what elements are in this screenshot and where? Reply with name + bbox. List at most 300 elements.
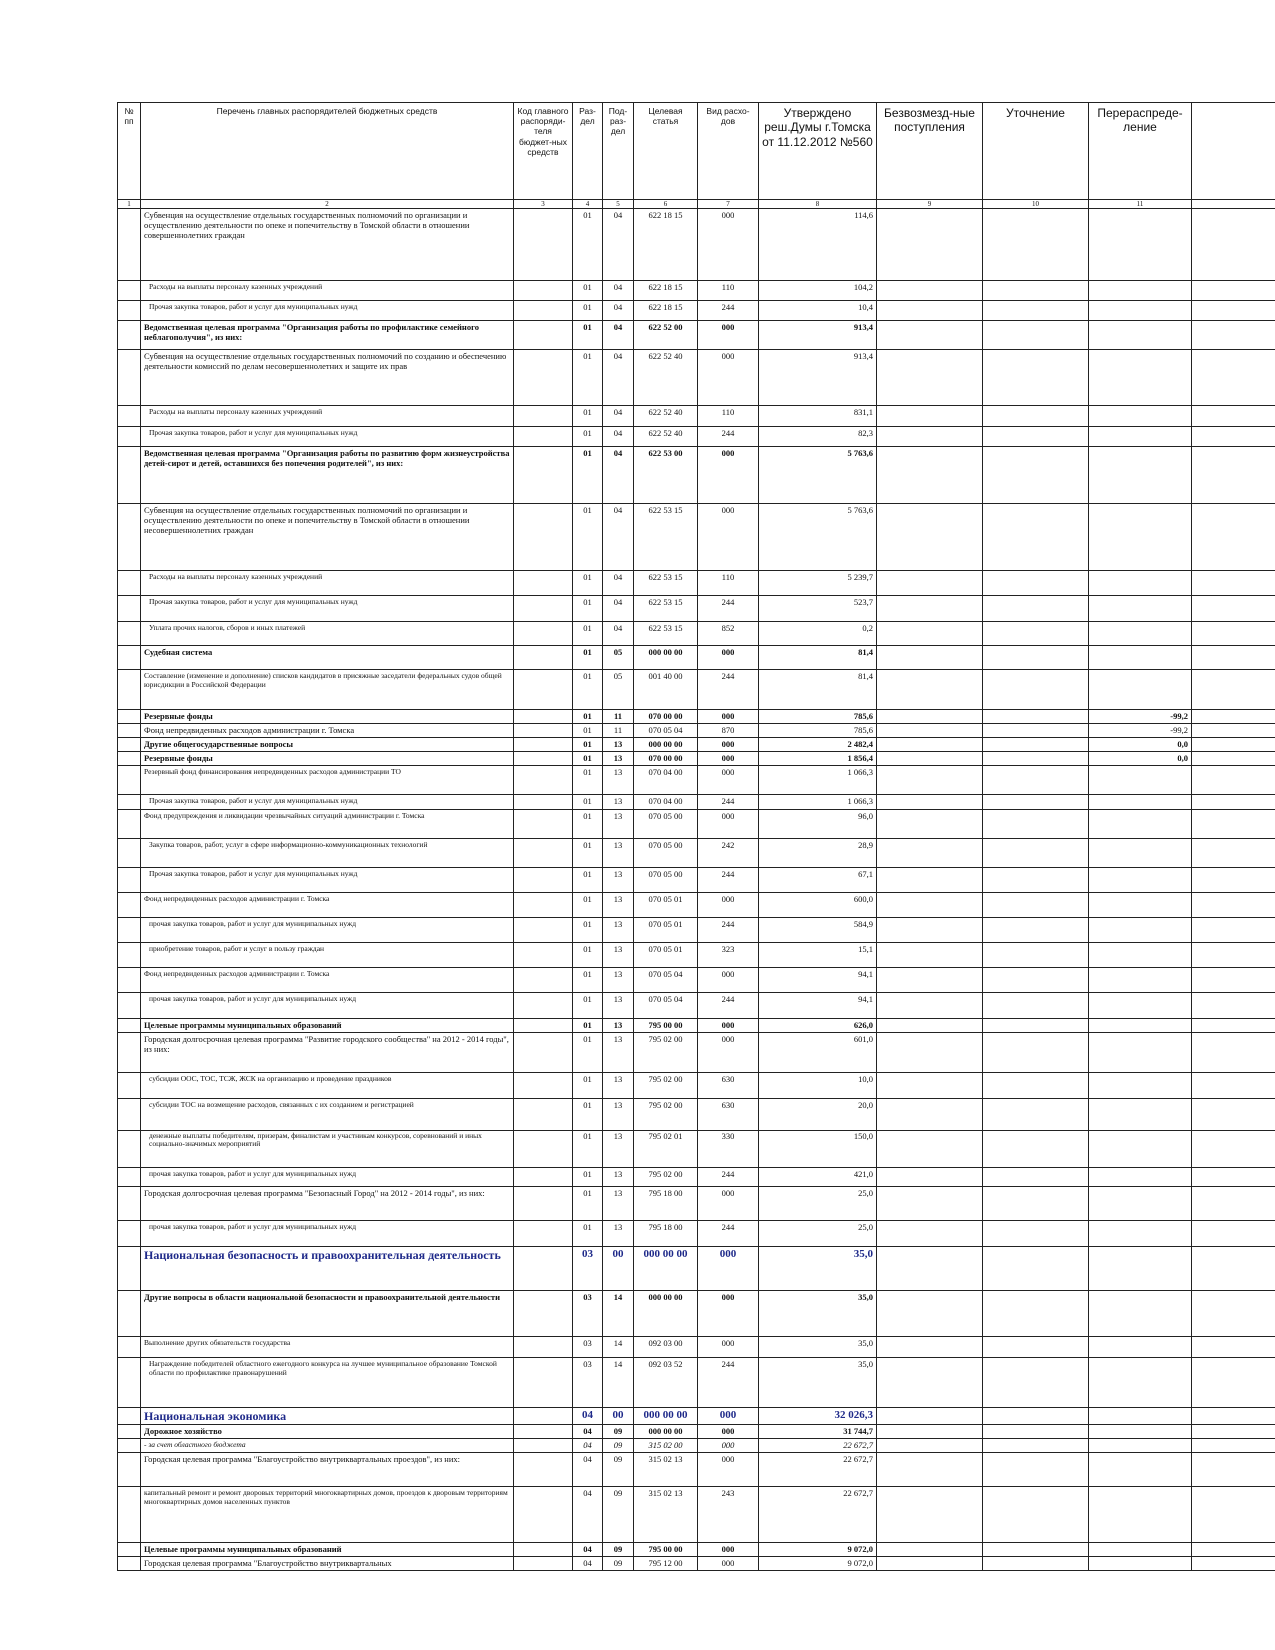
row-target-cell: 001 40 00 [634, 670, 698, 710]
row-number-cell [118, 766, 141, 795]
col-header-grants: Безвозмезд-ные поступления [877, 103, 983, 200]
row-razdel-cell: 01 [573, 943, 603, 968]
row-clarification-cell [983, 281, 1089, 301]
row-expense-type-cell: 330 [698, 1131, 759, 1168]
row-code-cell [514, 1337, 573, 1358]
row-redistribution-cell [1089, 1337, 1192, 1358]
row-name-cell: субсидии ООС, ТОС, ТСЖ, ЖСК на организацию и проведение праздников [141, 1073, 514, 1099]
row-razdel-cell: 01 [573, 766, 603, 795]
table-row [118, 868, 1275, 893]
row-redistribution-cell [1089, 646, 1192, 670]
row-number-cell [118, 596, 141, 622]
col-header-expense-type: Вид расхо-дов [698, 103, 759, 200]
row-redistribution-cell [1089, 766, 1192, 795]
row-podrazdel-cell: 13 [603, 1073, 634, 1099]
row-clarification-cell [983, 571, 1089, 596]
row-number-cell [118, 1452, 141, 1486]
table-row [118, 738, 1275, 752]
col-header-podrazdel: Под-раз-дел [603, 103, 634, 200]
row-expense-type-cell: 244 [698, 868, 759, 893]
row-approved-cell: 32 026,3 [759, 1408, 877, 1425]
header-row [118, 103, 1275, 200]
row-target-cell: 070 05 04 [634, 968, 698, 993]
row-code-cell [514, 893, 573, 918]
row-name-cell: Резервные фонды [141, 752, 514, 766]
col-header-clarification: Уточнение [983, 103, 1089, 200]
row-name-cell: Национальная безопасность и правоохранительная деятельность [141, 1247, 514, 1291]
row-podrazdel-cell: 05 [603, 646, 634, 670]
row-expense-type-cell: 244 [698, 670, 759, 710]
row-name-cell: Целевые программы муниципальных образований [141, 1542, 514, 1556]
row-grants-cell [877, 839, 983, 868]
row-podrazdel-cell: 04 [603, 571, 634, 596]
row-redistribution-cell: 0,0 [1089, 752, 1192, 766]
row-clarification-cell [983, 670, 1089, 710]
row-extra-cell [1192, 1556, 1275, 1570]
table-row [118, 321, 1275, 350]
row-expense-type-cell: 244 [698, 427, 759, 447]
row-clarification-cell [983, 968, 1089, 993]
row-podrazdel-cell: 13 [603, 868, 634, 893]
row-name-cell: Прочая закупка товаров, работ и услуг для муниципальных нужд [141, 427, 514, 447]
row-clarification-cell [983, 1486, 1089, 1542]
row-approved-cell: 9 072,0 [759, 1542, 877, 1556]
row-code-cell [514, 1358, 573, 1408]
row-expense-type-cell: 000 [698, 766, 759, 795]
row-extra-cell [1192, 1408, 1275, 1425]
table-row [118, 1542, 1275, 1556]
row-expense-type-cell: 000 [698, 350, 759, 406]
row-code-cell [514, 1247, 573, 1291]
row-podrazdel-cell: 11 [603, 710, 634, 724]
row-clarification-cell [983, 993, 1089, 1019]
row-code-cell [514, 1486, 573, 1542]
row-code-cell [514, 571, 573, 596]
row-redistribution-cell: -99,2 [1089, 710, 1192, 724]
row-razdel-cell: 03 [573, 1247, 603, 1291]
row-redistribution-cell [1089, 1099, 1192, 1131]
row-grants-cell [877, 1168, 983, 1187]
table-row [118, 1337, 1275, 1358]
row-redistribution-cell [1089, 301, 1192, 321]
row-extra-cell [1192, 1168, 1275, 1187]
row-extra-cell [1192, 710, 1275, 724]
row-approved-cell: 15,1 [759, 943, 877, 968]
row-approved-cell: 626,0 [759, 1019, 877, 1033]
row-code-cell [514, 1425, 573, 1439]
row-clarification-cell [983, 350, 1089, 406]
table-row [118, 1439, 1275, 1452]
row-target-cell: 070 05 01 [634, 918, 698, 943]
row-extra-cell [1192, 1073, 1275, 1099]
row-grants-cell [877, 406, 983, 427]
row-clarification-cell [983, 893, 1089, 918]
row-number-cell [118, 724, 141, 738]
row-razdel-cell: 01 [573, 571, 603, 596]
row-number-cell [118, 504, 141, 571]
row-extra-cell [1192, 918, 1275, 943]
row-name-cell: Расходы на выплаты персоналу казенных учреждений [141, 281, 514, 301]
row-redistribution-cell [1089, 1542, 1192, 1556]
row-podrazdel-cell: 13 [603, 1019, 634, 1033]
row-approved-cell: 22 672,7 [759, 1486, 877, 1542]
row-razdel-cell: 01 [573, 752, 603, 766]
row-expense-type-cell: 000 [698, 209, 759, 281]
row-razdel-cell: 01 [573, 209, 603, 281]
row-expense-type-cell: 000 [698, 646, 759, 670]
row-number-cell [118, 1247, 141, 1291]
row-approved-cell: 913,4 [759, 350, 877, 406]
row-redistribution-cell [1089, 504, 1192, 571]
col-header-code: Код главного распоряди-теля бюджет-ных средств [514, 103, 573, 200]
row-grants-cell [877, 571, 983, 596]
row-target-cell: 795 02 01 [634, 1131, 698, 1168]
row-clarification-cell [983, 1291, 1089, 1337]
row-number-cell [118, 406, 141, 427]
table-row [118, 301, 1275, 321]
row-code-cell [514, 993, 573, 1019]
row-code-cell [514, 301, 573, 321]
row-grants-cell [877, 918, 983, 943]
row-clarification-cell [983, 766, 1089, 795]
col-number: 8 [759, 200, 877, 209]
row-target-cell: 315 02 13 [634, 1486, 698, 1542]
row-podrazdel-cell: 13 [603, 1168, 634, 1187]
row-approved-cell: 25,0 [759, 1187, 877, 1221]
row-clarification-cell [983, 1452, 1089, 1486]
row-name-cell: Фонд непредвиденных расходов администрации г. Томска [141, 724, 514, 738]
row-number-cell [118, 427, 141, 447]
table-row [118, 1358, 1275, 1408]
col-number: 3 [514, 200, 573, 209]
row-clarification-cell [983, 918, 1089, 943]
row-approved-cell: 94,1 [759, 968, 877, 993]
row-name-cell: Уплата прочих налогов, сборов и иных платежей [141, 622, 514, 646]
row-name-cell: прочая закупка товаров, работ и услуг для муниципальных нужд [141, 918, 514, 943]
row-target-cell: 092 03 52 [634, 1358, 698, 1408]
row-grants-cell [877, 810, 983, 839]
row-extra-cell [1192, 1486, 1275, 1542]
row-name-cell: Городская целевая программа "Благоустройство внутриквартальных [141, 1556, 514, 1570]
row-name-cell: Фонд непредвиденных расходов администрации г. Томска [141, 893, 514, 918]
budget-sheet [117, 102, 1275, 1650]
row-podrazdel-cell: 00 [603, 1247, 634, 1291]
row-redistribution-cell [1089, 893, 1192, 918]
row-grants-cell [877, 301, 983, 321]
row-code-cell [514, 1073, 573, 1099]
table-row [118, 447, 1275, 504]
row-redistribution-cell [1089, 868, 1192, 893]
row-code-cell [514, 839, 573, 868]
row-grants-cell [877, 209, 983, 281]
row-number-cell [118, 868, 141, 893]
row-grants-cell [877, 1247, 983, 1291]
col-header-approved: Утверждено реш.Думы г.Томска от 11.12.2012 №560 [759, 103, 877, 200]
row-target-cell: 795 18 00 [634, 1221, 698, 1247]
table-row [118, 943, 1275, 968]
col-header-redistribution: Перераспреде-ление [1089, 103, 1192, 200]
row-clarification-cell [983, 738, 1089, 752]
row-target-cell: 000 00 00 [634, 1408, 698, 1425]
row-extra-cell [1192, 868, 1275, 893]
row-razdel-cell: 01 [573, 596, 603, 622]
row-code-cell [514, 1221, 573, 1247]
row-razdel-cell: 01 [573, 1187, 603, 1221]
row-expense-type-cell: 244 [698, 993, 759, 1019]
row-number-cell [118, 1221, 141, 1247]
row-expense-type-cell: 000 [698, 1439, 759, 1452]
row-number-cell [118, 209, 141, 281]
row-approved-cell: 150,0 [759, 1131, 877, 1168]
row-target-cell: 622 18 15 [634, 281, 698, 301]
row-extra-cell [1192, 209, 1275, 281]
row-extra-cell [1192, 622, 1275, 646]
row-grants-cell [877, 670, 983, 710]
row-number-cell [118, 1556, 141, 1570]
row-number-cell [118, 1033, 141, 1073]
row-razdel-cell: 01 [573, 504, 603, 571]
row-name-cell: Городская долгосрочная целевая программа "Развитие городского сообщества" на 2012 - 2014 годы", из них: [141, 1033, 514, 1073]
row-razdel-cell: 01 [573, 646, 603, 670]
row-approved-cell: 785,6 [759, 710, 877, 724]
row-code-cell [514, 943, 573, 968]
row-extra-cell [1192, 1019, 1275, 1033]
row-extra-cell [1192, 795, 1275, 810]
row-podrazdel-cell: 13 [603, 839, 634, 868]
row-name-cell: Другие вопросы в области национальной безопасности и правоохранительной деятельности [141, 1291, 514, 1337]
row-grants-cell [877, 1425, 983, 1439]
row-grants-cell [877, 1131, 983, 1168]
row-extra-cell [1192, 968, 1275, 993]
row-podrazdel-cell: 04 [603, 427, 634, 447]
row-razdel-cell: 04 [573, 1408, 603, 1425]
table-row [118, 504, 1275, 571]
row-expense-type-cell: 870 [698, 724, 759, 738]
row-podrazdel-cell: 09 [603, 1556, 634, 1570]
row-name-cell: Дорожное хозяйство [141, 1425, 514, 1439]
row-redistribution-cell [1089, 1131, 1192, 1168]
row-clarification-cell [983, 1099, 1089, 1131]
row-razdel-cell: 01 [573, 670, 603, 710]
row-code-cell [514, 918, 573, 943]
row-podrazdel-cell: 14 [603, 1337, 634, 1358]
row-extra-cell [1192, 1425, 1275, 1439]
row-code-cell [514, 209, 573, 281]
row-redistribution-cell [1089, 918, 1192, 943]
row-redistribution-cell [1089, 1556, 1192, 1570]
table-row [118, 839, 1275, 868]
row-code-cell [514, 1291, 573, 1337]
row-number-cell [118, 795, 141, 810]
row-clarification-cell [983, 209, 1089, 281]
row-approved-cell: 0,2 [759, 622, 877, 646]
row-extra-cell [1192, 766, 1275, 795]
col-number [1192, 200, 1275, 209]
row-razdel-cell: 01 [573, 427, 603, 447]
row-grants-cell [877, 1073, 983, 1099]
table-body [118, 209, 1275, 1571]
col-number: 11 [1089, 200, 1192, 209]
row-grants-cell [877, 321, 983, 350]
row-podrazdel-cell: 04 [603, 301, 634, 321]
row-target-cell: 070 04 00 [634, 795, 698, 810]
row-approved-cell: 114,6 [759, 209, 877, 281]
row-podrazdel-cell: 13 [603, 1099, 634, 1131]
row-clarification-cell [983, 810, 1089, 839]
row-approved-cell: 5 763,6 [759, 447, 877, 504]
row-extra-cell [1192, 571, 1275, 596]
row-approved-cell: 96,0 [759, 810, 877, 839]
table-row [118, 281, 1275, 301]
row-redistribution-cell [1089, 571, 1192, 596]
row-clarification-cell [983, 868, 1089, 893]
row-number-cell [118, 281, 141, 301]
row-redistribution-cell [1089, 447, 1192, 504]
row-code-cell [514, 427, 573, 447]
row-grants-cell [877, 1019, 983, 1033]
table-row [118, 993, 1275, 1019]
row-clarification-cell [983, 1168, 1089, 1187]
row-expense-type-cell: 243 [698, 1486, 759, 1542]
row-clarification-cell [983, 1019, 1089, 1033]
table-row [118, 1073, 1275, 1099]
col-number: 2 [141, 200, 514, 209]
row-grants-cell [877, 427, 983, 447]
row-grants-cell [877, 1033, 983, 1073]
row-extra-cell [1192, 504, 1275, 571]
row-redistribution-cell [1089, 1019, 1192, 1033]
row-target-cell: 000 00 00 [634, 1425, 698, 1439]
row-number-cell [118, 571, 141, 596]
row-razdel-cell: 01 [573, 918, 603, 943]
row-approved-cell: 785,6 [759, 724, 877, 738]
row-target-cell: 622 53 15 [634, 571, 698, 596]
table-row [118, 1187, 1275, 1221]
budget-table [117, 102, 1275, 1571]
row-razdel-cell: 01 [573, 1073, 603, 1099]
row-clarification-cell [983, 406, 1089, 427]
row-expense-type-cell: 000 [698, 738, 759, 752]
table-row [118, 571, 1275, 596]
row-razdel-cell: 01 [573, 321, 603, 350]
row-approved-cell: 94,1 [759, 993, 877, 1019]
row-grants-cell [877, 1556, 983, 1570]
row-redistribution-cell [1089, 406, 1192, 427]
row-code-cell [514, 504, 573, 571]
row-razdel-cell: 01 [573, 1221, 603, 1247]
row-clarification-cell [983, 1073, 1089, 1099]
row-expense-type-cell: 000 [698, 1291, 759, 1337]
row-razdel-cell: 04 [573, 1425, 603, 1439]
row-podrazdel-cell: 09 [603, 1425, 634, 1439]
row-target-cell: 795 12 00 [634, 1556, 698, 1570]
row-razdel-cell: 01 [573, 893, 603, 918]
row-name-cell: Субвенция на осуществление отдельных государственных полномочий по созданию и обеспечению деятельности комиссий по делам несовершеннолетних и защите их прав [141, 350, 514, 406]
row-redistribution-cell [1089, 281, 1192, 301]
row-grants-cell [877, 1358, 983, 1408]
row-extra-cell [1192, 281, 1275, 301]
row-extra-cell [1192, 839, 1275, 868]
table-row [118, 1099, 1275, 1131]
row-name-cell: денежные выплаты победителям, призерам, финалистам и участникам конкурсов, соревнований и иных социально-значимых мероприятий [141, 1131, 514, 1168]
row-extra-cell [1192, 1542, 1275, 1556]
row-target-cell: 070 00 00 [634, 752, 698, 766]
row-razdel-cell: 01 [573, 738, 603, 752]
table-row [118, 1408, 1275, 1425]
row-grants-cell [877, 1542, 983, 1556]
row-clarification-cell [983, 1358, 1089, 1408]
row-extra-cell [1192, 1358, 1275, 1408]
table-row [118, 1131, 1275, 1168]
row-podrazdel-cell: 04 [603, 406, 634, 427]
row-name-cell: Городская целевая программа "Благоустройство внутриквартальных проездов", из них: [141, 1452, 514, 1486]
row-extra-cell [1192, 321, 1275, 350]
row-name-cell: Городская долгосрочная целевая программа "Безопасный Город" на 2012 - 2014 годы", из них: [141, 1187, 514, 1221]
col-number: 1 [118, 200, 141, 209]
row-code-cell [514, 622, 573, 646]
row-extra-cell [1192, 893, 1275, 918]
row-redistribution-cell [1089, 596, 1192, 622]
row-approved-cell: 831,1 [759, 406, 877, 427]
row-clarification-cell [983, 1542, 1089, 1556]
row-code-cell [514, 710, 573, 724]
row-razdel-cell: 01 [573, 710, 603, 724]
row-name-cell: Национальная экономика [141, 1408, 514, 1425]
row-razdel-cell: 03 [573, 1337, 603, 1358]
row-redistribution-cell [1089, 670, 1192, 710]
row-expense-type-cell: 000 [698, 1019, 759, 1033]
row-expense-type-cell: 244 [698, 1358, 759, 1408]
row-razdel-cell: 01 [573, 724, 603, 738]
row-expense-type-cell: 244 [698, 918, 759, 943]
row-clarification-cell [983, 1187, 1089, 1221]
col-header-target: Целевая статья [634, 103, 698, 200]
row-redistribution-cell [1089, 1425, 1192, 1439]
row-grants-cell [877, 1221, 983, 1247]
row-grants-cell [877, 738, 983, 752]
row-target-cell: 622 53 00 [634, 447, 698, 504]
table-row [118, 766, 1275, 795]
row-name-cell: Расходы на выплаты персоналу казенных учреждений [141, 406, 514, 427]
row-approved-cell: 20,0 [759, 1099, 877, 1131]
row-razdel-cell: 01 [573, 350, 603, 406]
row-clarification-cell [983, 427, 1089, 447]
row-clarification-cell [983, 1556, 1089, 1570]
row-code-cell [514, 738, 573, 752]
row-redistribution-cell [1089, 1452, 1192, 1486]
row-number-cell [118, 1408, 141, 1425]
row-grants-cell [877, 622, 983, 646]
row-target-cell: 070 05 04 [634, 724, 698, 738]
row-approved-cell: 2 482,4 [759, 738, 877, 752]
table-row [118, 752, 1275, 766]
row-grants-cell [877, 752, 983, 766]
row-name-cell: Прочая закупка товаров, работ и услуг для муниципальных нужд [141, 301, 514, 321]
table-row [118, 427, 1275, 447]
table-row [118, 1486, 1275, 1542]
table-row [118, 1033, 1275, 1073]
row-extra-cell [1192, 406, 1275, 427]
row-name-cell: приобретение товаров, работ и услуг в пользу граждан [141, 943, 514, 968]
row-clarification-cell [983, 646, 1089, 670]
row-podrazdel-cell: 13 [603, 1131, 634, 1168]
row-podrazdel-cell: 05 [603, 670, 634, 710]
row-expense-type-cell: 000 [698, 710, 759, 724]
row-grants-cell [877, 710, 983, 724]
row-expense-type-cell: 630 [698, 1099, 759, 1131]
row-target-cell: 070 05 00 [634, 839, 698, 868]
row-podrazdel-cell: 13 [603, 993, 634, 1019]
